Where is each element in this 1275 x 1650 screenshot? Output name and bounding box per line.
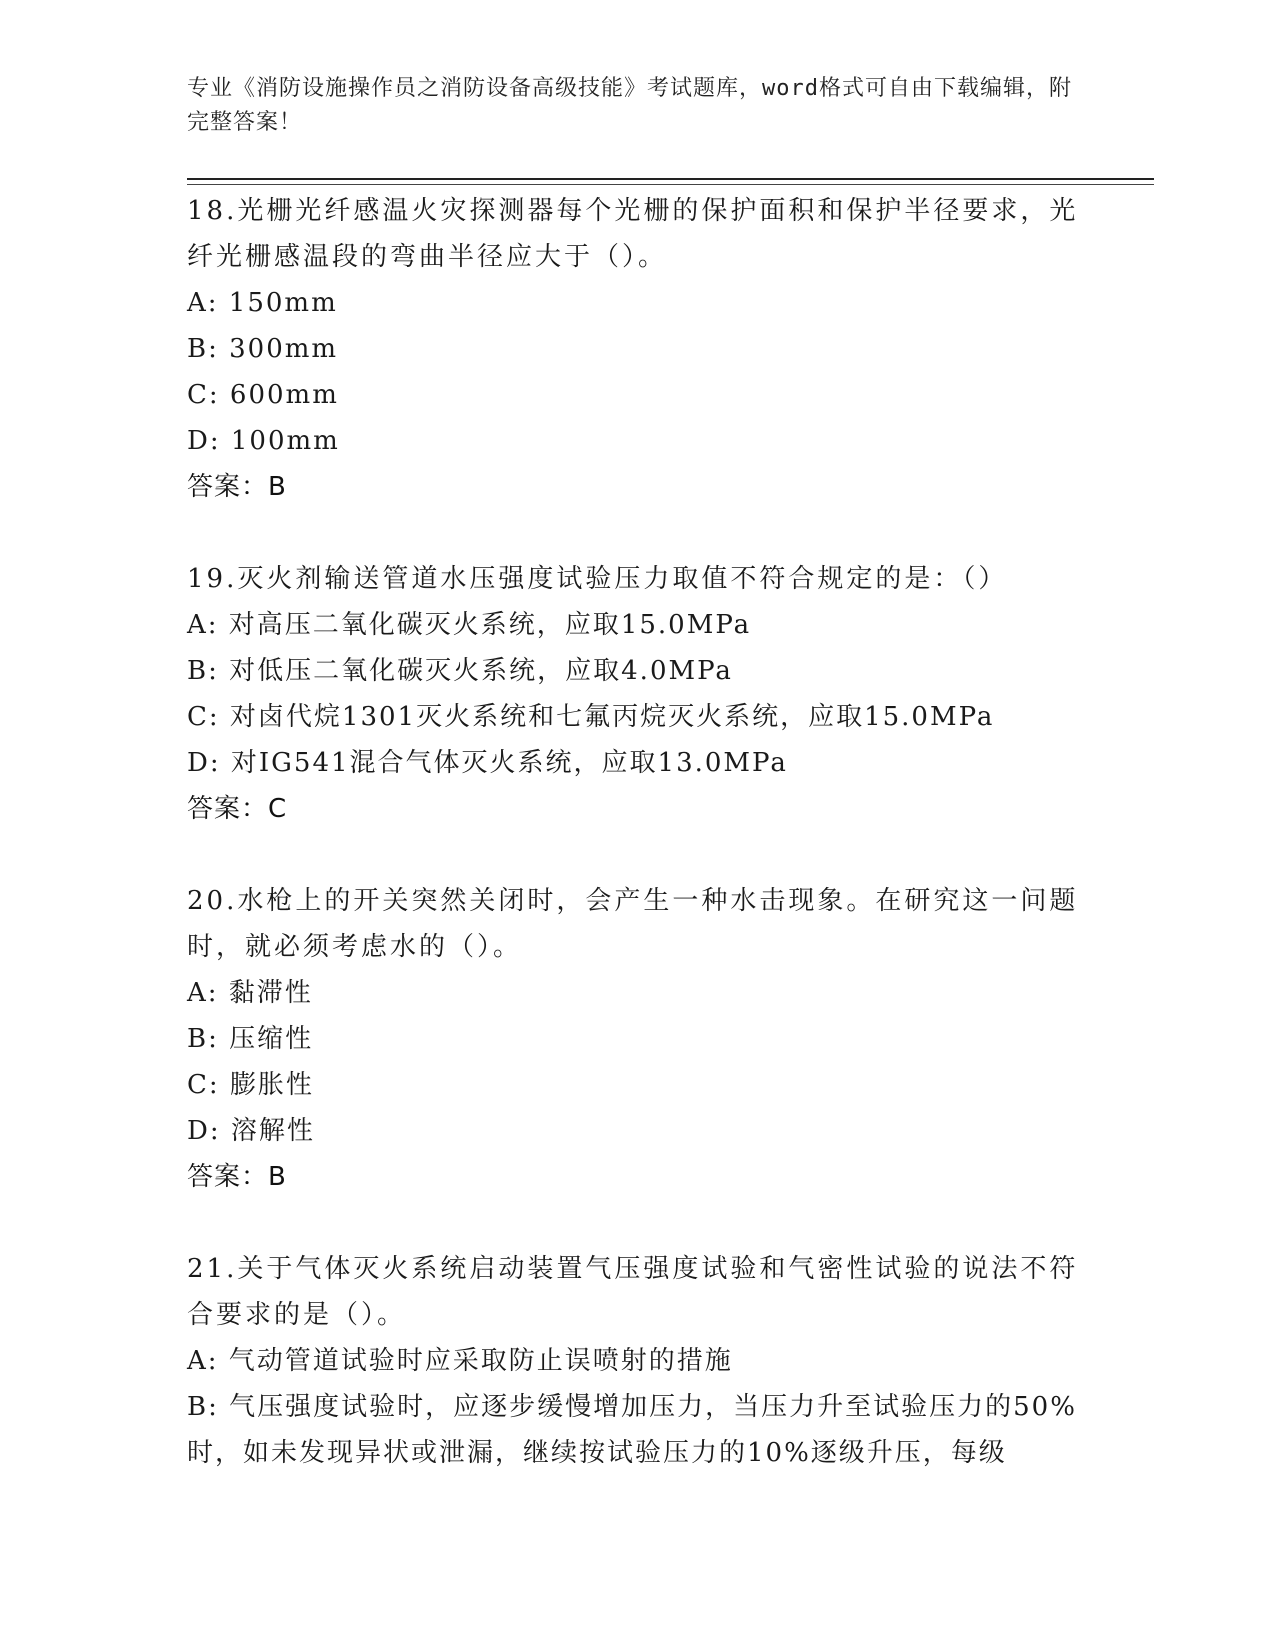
option-b: B: 气压强度试验时，应逐步缓慢增加压力，当压力升至试验压力的50%时，如未发现异状或泄漏，继续按试验压力的10%逐级升压，每级	[187, 1392, 1077, 1468]
option-d: D: 对IG541混合气体灭火系统，应取13.0MPa	[187, 748, 788, 778]
answer-label: 答案：B	[187, 472, 287, 502]
option-c: C: 膨胀性	[187, 1070, 314, 1100]
option-b: B: 300mm	[187, 334, 339, 364]
option-c: C: 对卤代烷1301灭火系统和七氟丙烷灭火系统，应取15.0MPa	[187, 702, 995, 732]
document-intro: 专业《消防设施操作员之消防设备高级技能》考试题库，word格式可自由下载编辑，附完整答案！	[187, 76, 1072, 135]
option-d: D: 100mm	[187, 426, 340, 456]
option-d: D: 溶解性	[187, 1116, 315, 1146]
option-c: C: 600mm	[187, 380, 339, 410]
option-a: A: 150mm	[187, 288, 338, 318]
option-a: A: 对高压二氧化碳灭火系统，应取15.0MPa	[187, 610, 752, 640]
option-b: B: 对低压二氧化碳灭火系统，应取4.0MPa	[187, 656, 733, 686]
question-stem: 19.灭火剂输送管道水压强度试验压力取值不符合规定的是：（）	[187, 564, 1008, 594]
question-stem: 18.光栅光纤感温火灾探测器每个光栅的保护面积和保护半径要求，光纤光栅感温段的弯曲半径应大于（）。	[187, 196, 1079, 272]
answer-label: 答案：C	[187, 794, 288, 824]
question-18	[187, 188, 1087, 510]
question-list	[187, 188, 1087, 1476]
question-19	[187, 556, 1087, 832]
header-divider-thick	[187, 178, 1154, 180]
option-a: A: 气动管道试验时应采取防止误喷射的措施	[187, 1346, 733, 1376]
option-b: B: 压缩性	[187, 1024, 314, 1054]
question-stem: 20.水枪上的开关突然关闭时，会产生一种水击现象。在研究这一问题时，就必须考虑水的（）。	[187, 886, 1079, 962]
question-20	[187, 878, 1087, 1200]
spacer	[187, 832, 1087, 878]
spacer	[187, 1200, 1087, 1246]
answer-label: 答案：B	[187, 1162, 287, 1192]
option-a: A: 黏滞性	[187, 978, 313, 1008]
question-21	[187, 1246, 1087, 1476]
spacer	[187, 510, 1087, 556]
header-divider-thin	[187, 184, 1154, 185]
question-stem: 21.关于气体灭火系统启动装置气压强度试验和气密性试验的说法不符合要求的是（）。	[187, 1254, 1079, 1330]
